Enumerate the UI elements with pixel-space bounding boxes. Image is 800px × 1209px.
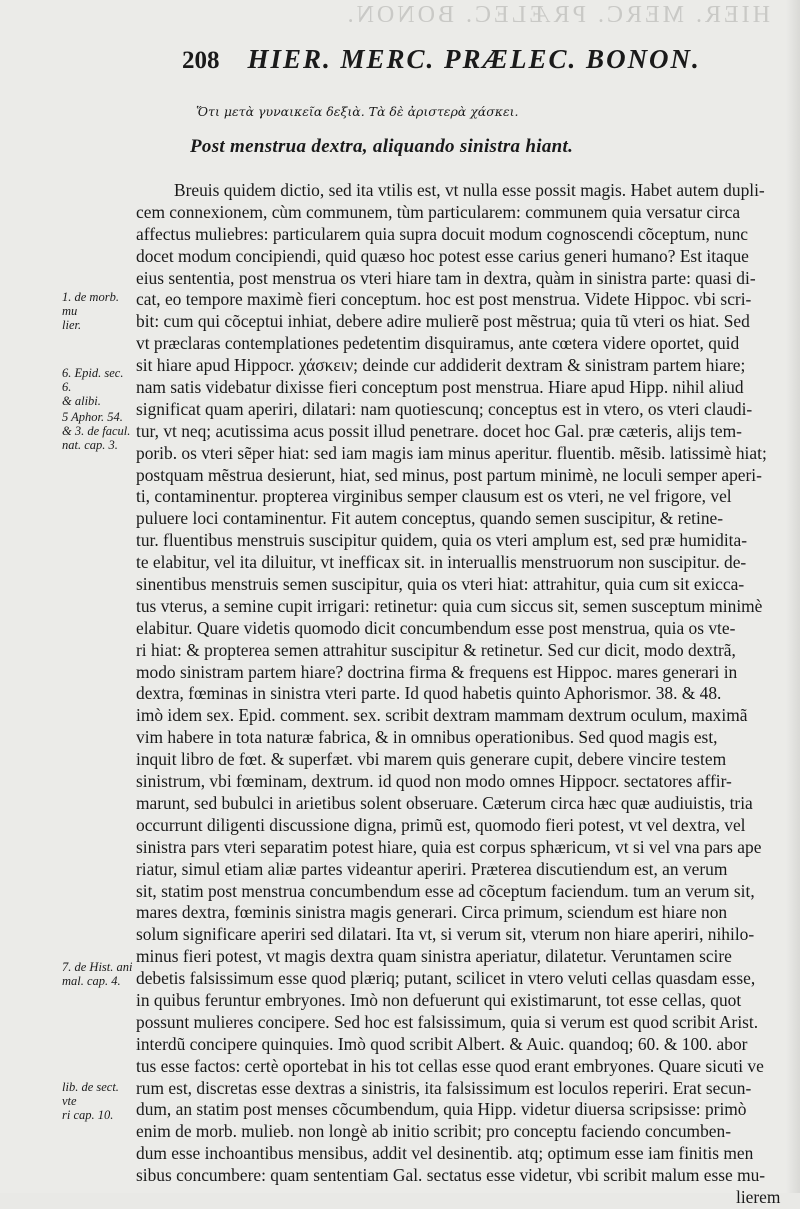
running-head: HIER. MERC. PRÆLEC. BONON. <box>247 44 701 74</box>
text-line: puluere loci contaminentur. Fit autem conceptus, quando semen suscipitur, & retine- <box>136 508 724 529</box>
margin-note: lib. de sect. vte ri cap. 10. <box>62 1080 119 1122</box>
text-line: sit hiare apud Hippocr. χάσκειν; deinde cur addiderit dextram & sinistram partem hiare; <box>136 355 746 376</box>
bleed-through-text: HIER. MERC. PRÆLEC. BONON. <box>344 2 770 28</box>
margin-note: 7. de Hist. ani mal. cap. 4. <box>62 960 133 988</box>
text-line: te elabitur, vel ita diluitur, vt inefficax sit. in interuallis menstruorum non suscipitur. de- <box>136 552 747 573</box>
text-line: dum, an statim post menses cõcumbendum, quia Hipp. videtur diuersa scripsisse: primò <box>136 1099 747 1120</box>
text-line: cem connexionem, cùm communem, tùm particularem: communem quia versatur circa <box>136 201 741 222</box>
margin-note: 1. de morb. mu lier. <box>62 290 119 332</box>
margin-note: 5 Aphor. 54. & 3. de facul. nat. cap. 3. <box>62 410 131 452</box>
text-line: sit, statim post menstrua concumbendum esse ad cõceptum faciendum. tum an verum sit, <box>136 880 755 901</box>
text-line: riatur, simul etiam aliæ partes videantur aperiri. Præterea discutiendum est, an verum <box>136 858 728 879</box>
text-line: debetis falsissimum esse quod plæriq; putant, scilicet in vtero veluti cellas quasdam esse, <box>136 968 756 989</box>
text-line: dum esse inchoantibus mensibus, addit vel desinentib. atq; optimum esse iam finitis men <box>136 1143 754 1164</box>
text-line: significat quam aperiri, dilatari: nam quotiescunq; conceptus est in vtero, os vteri claudi- <box>136 398 753 419</box>
text-line: sinentibus menstruis semen suscipitur, quia os vteri hiat: attrahitur, quia cum sit exicca- <box>136 574 745 595</box>
text-line: tus esse factos: certè oportebat in his tot cellas esse quod erant embryones. Quare sicuti ve <box>136 1055 764 1076</box>
text-line: nam satis videbatur dixisse fieri conceptum post menstrua. Hiare apud Hipp. nihil aliud <box>136 377 744 398</box>
section-heading: Post menstrua dextra, aliquando sinistra hiant. <box>190 136 574 157</box>
text-line: sinistra pars vteri separatim potest hiare, quia est corpus sphæricum, vt si vel vna pars ape <box>136 836 762 857</box>
text-line: modo sinistram partem hiare? doctrina firma & frequens est Hippoc. mares generari in <box>136 661 738 682</box>
greek-quote: Ὅτι μετὰ γυναικεῖα δεξιὰ. Τὰ δὲ ἀριστερὰ χάσκει. <box>196 104 519 119</box>
text-line: marunt, sed bubulci in arietibus solent obseruare. Cæterum circa hæc quæ audiuistis, tria <box>136 792 753 813</box>
text-line: imò idem sex. Epid. comment. sex. scribit dextram mammam dextrum oculum, maximã <box>136 705 748 726</box>
text-line: ri hiat: & propterea semen attrahitur suscipitur & retinetur. Sed cur dicit, modo dextrã, <box>136 639 736 660</box>
text-line: lierem <box>736 1186 781 1207</box>
text-line: ti, contaminentur. propterea virginibus semper clausum est os vteri, ne vel frigore, vel <box>136 486 732 507</box>
text-line: minus fieri potest, vt magis dextra quam sinistra aperiatur, dilatetur. Veruntamen scire <box>136 946 732 967</box>
text-line: occurrunt diligenti discussione digna, primũ est, quomodo fieri potest, vt vel dextra, vel <box>136 814 746 835</box>
text-line: in quibus feruntur embryones. Imò non defuerunt qui existimarunt, tot esse cellas, quot <box>136 989 742 1010</box>
text-line: sinistrum, vbi fœminam, dextrum. id quod non modo omnes Hippocr. sectatores affir- <box>136 771 732 792</box>
text-line: tus vterus, a semine cupit irrigari: retinetur: quia cum siccus sit, semen susceptum minimè <box>136 595 763 616</box>
text-line: tur. fluentibus menstruis suscipitur quidem, quia os vteri amplum est, sed præ humidita- <box>136 530 748 551</box>
text-line: Breuis quidem dictio, sed ita vtilis est, vt nulla esse possit magis. Habet autem dupli- <box>174 180 765 200</box>
body-text <box>136 180 800 1209</box>
text-line: enim de morb. mulieb. non longè ab initio scribit; pro conceptu faciendo concumben- <box>136 1121 731 1142</box>
text-line: cat, eo tempore maximè fieri conceptum. hoc est post menstrua. Videte Hippoc. vbi scri- <box>136 289 752 310</box>
page-header <box>182 44 742 75</box>
page-number: 208 <box>182 47 220 74</box>
text-line: sibus concumbere: quam sententiam Gal. sectatus esse videtur, vbi scribit malum esse mu- <box>136 1165 766 1186</box>
text-line: porib. os vteri sẽper hiat: sed iam magis iam minus aperitur. fluentib. mẽsib. latissimè hiat; <box>136 442 767 463</box>
text-line: vt præclaras contemplationes pedetentim disquiramus, ante cœtera videre oportet, quid <box>136 333 740 354</box>
text-line: tur, vt neq; acutissima acus possit illud penetrare. docet hoc Gal. præ cæteris, alijs tem- <box>136 420 742 441</box>
text-line: mares dextra, fœminis sinistra magis generari. Circa primum, sciendum est hiare non <box>136 902 728 923</box>
text-line: dextra, fœminas in sinistra vteri parte. Id quod habetis quinto Aphorismor. 38. & 48. <box>136 683 722 704</box>
page-edge-shadow <box>786 0 800 1193</box>
text-line: affectus muliebres: particularem quia supra docuit modum cognoscendi cõceptum, nunc <box>136 223 749 244</box>
text-line: interdũ concipere quinquies. Imò quod scribit Albert. & Auic. quandoq; 60. & 100. abor <box>136 1033 748 1054</box>
text-line: eius sententia, post menstrua os vteri hiare tam in dextra, quàm in sinistra parte: quasi di- <box>136 267 756 288</box>
text-line: docet modum concipiendi, quid quæso hoc potest esse carius generi humano? Est itaque <box>136 245 749 266</box>
margin-note: 6. Epid. sec. 6. & alibi. <box>62 366 124 408</box>
text-line: solum significare aperiri sed dilatari. Ita vt, si verum sit, vterum non hiare aperiri, nihilo- <box>136 924 755 945</box>
text-line: vim habere in tota naturæ fabrica, & in omnibus operationibus. Sed quod magis est, <box>136 727 718 748</box>
text-line: elabitur. Quare videtis quomodo dicit concumbendum esse post menstrua, quia os vte- <box>136 617 736 638</box>
text-line: possunt mulieres concipere. Sed hoc est falsissimum, quia si verum est quod scribit Arist. <box>136 1011 759 1032</box>
text-line: bit: cum qui cõceptui inhiat, debere adire mulierẽ post mẽstrua; quia tũ vteri os hiat. Sed <box>136 311 750 332</box>
text-line: inquit libro de fœt. & superfæt. vbi marem quis generare cupit, debere vincire testem <box>136 749 727 770</box>
text-line: postquam mẽstrua desierunt, hiat, sed minus, post partum minimè, ne loculi semper aperi- <box>136 464 762 485</box>
text-line: rum est, discretas esse dextras a sinistris, ita falsissimum est loculos reperiri. Erat secun- <box>136 1077 752 1098</box>
